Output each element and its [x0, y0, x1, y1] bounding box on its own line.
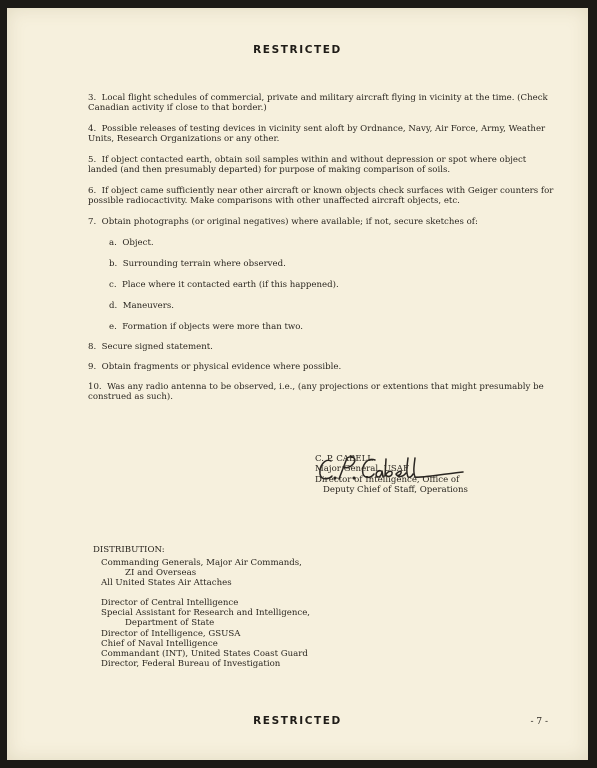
- subitem-text: Formation if objects were more than two.: [122, 322, 304, 332]
- distribution-line: Commanding Generals, Major Air Commands,: [101, 558, 302, 568]
- distribution-line: Chief of Naval Intelligence: [101, 638, 218, 649]
- item-number: 10.: [88, 382, 102, 392]
- item-text: Obtain photographs (or original negatives) where available; if not, secure sketches of:: [101, 217, 478, 227]
- distribution-line: Director, Federal Bureau of Investigation: [101, 659, 281, 670]
- distribution-line: Special Assistant for Research and Intelligence,: [101, 608, 311, 619]
- subitem-text: Surrounding terrain where observed.: [122, 259, 286, 269]
- item-8: [88, 342, 554, 352]
- item-text: Possible releases of testing devices in vicinity sent aloft by Ordnance, Navy, Air Force, Army, Weather Units, Research Organizations or any other.: [88, 124, 546, 145]
- item-7: [88, 217, 554, 227]
- item-10: [88, 382, 554, 403]
- item-text: Local flight schedules of commercial, private and military aircraft flying in vicinity at the time. (Check Canadian activity if close to that border.): [88, 93, 548, 114]
- subitem-text: Object.: [122, 238, 154, 248]
- subitem-c: [109, 280, 339, 290]
- distribution-line: Director of Central Intelligence: [101, 598, 239, 608]
- item-text: If object contacted earth, obtain soil samples within and without depression or spot where object landed (and then presumably departed) for purpose of making comparison of soils.: [88, 155, 527, 176]
- signer-name: C. P. CABELL: [315, 454, 374, 464]
- item-3: [88, 93, 554, 114]
- subitem-text: Place where it contacted earth (if this happened).: [122, 280, 339, 290]
- subitem-letter: c.: [109, 280, 117, 290]
- item-5: [88, 155, 554, 176]
- distribution-line: Director of Intelligence, GSUSA: [101, 628, 241, 639]
- subitem-letter: e.: [109, 322, 117, 332]
- signer-rank: Major General, USAF: [315, 464, 409, 475]
- signer-title-line-1: Director of Intelligence, Office of: [315, 474, 460, 485]
- subitem-a: [109, 238, 154, 248]
- item-number: 7.: [88, 217, 97, 227]
- page-number: - 7 -: [530, 717, 548, 727]
- distribution-heading: DISTRIBUTION:: [93, 545, 165, 555]
- distribution-group-2: [101, 598, 310, 669]
- item-number: 6.: [88, 186, 97, 196]
- item-text: Obtain fragments or physical evidence where possible.: [101, 362, 342, 372]
- distribution-group-1: [101, 558, 302, 589]
- document-page: [7, 8, 588, 760]
- item-number: 4.: [88, 124, 97, 134]
- item-number: 8.: [88, 342, 97, 352]
- item-9: [88, 362, 554, 372]
- subitem-letter: d.: [109, 301, 118, 311]
- distribution-line: Commandant (INT), United States Coast Guard: [101, 649, 308, 660]
- distribution-line: All United States Air Attaches: [101, 578, 232, 589]
- item-text: Was any radio antenna to be observed, i.e., (any projections or extentions that might presumably be construed as such).: [88, 382, 544, 403]
- distribution-line: ZI and Overseas: [125, 568, 197, 579]
- signer-title-line-2: Deputy Chief of Staff, Operations: [323, 485, 468, 496]
- subitem-letter: a.: [109, 238, 117, 248]
- subitem-letter: b.: [109, 259, 118, 269]
- footer-classification: RESTRICTED: [253, 715, 342, 727]
- header-classification: RESTRICTED: [253, 44, 342, 56]
- distribution-line: Department of State: [125, 618, 215, 629]
- subitem-e: [109, 322, 303, 332]
- item-4: [88, 124, 554, 145]
- subitem-b: [109, 259, 286, 269]
- item-number: 9.: [88, 362, 97, 372]
- signature-block: [315, 454, 468, 496]
- item-number: 3.: [88, 93, 97, 103]
- subitem-d: [109, 301, 174, 311]
- item-text: Secure signed statement.: [101, 342, 213, 352]
- subitem-text: Maneuvers.: [122, 301, 174, 311]
- item-text: If object came sufficiently near other aircraft or known objects check surfaces with Geiger counters for possible radiocactivity. Make comparisons with other unaffected aircraft objects, etc.: [88, 186, 554, 207]
- item-6: [88, 186, 554, 207]
- item-number: 5.: [88, 155, 97, 165]
